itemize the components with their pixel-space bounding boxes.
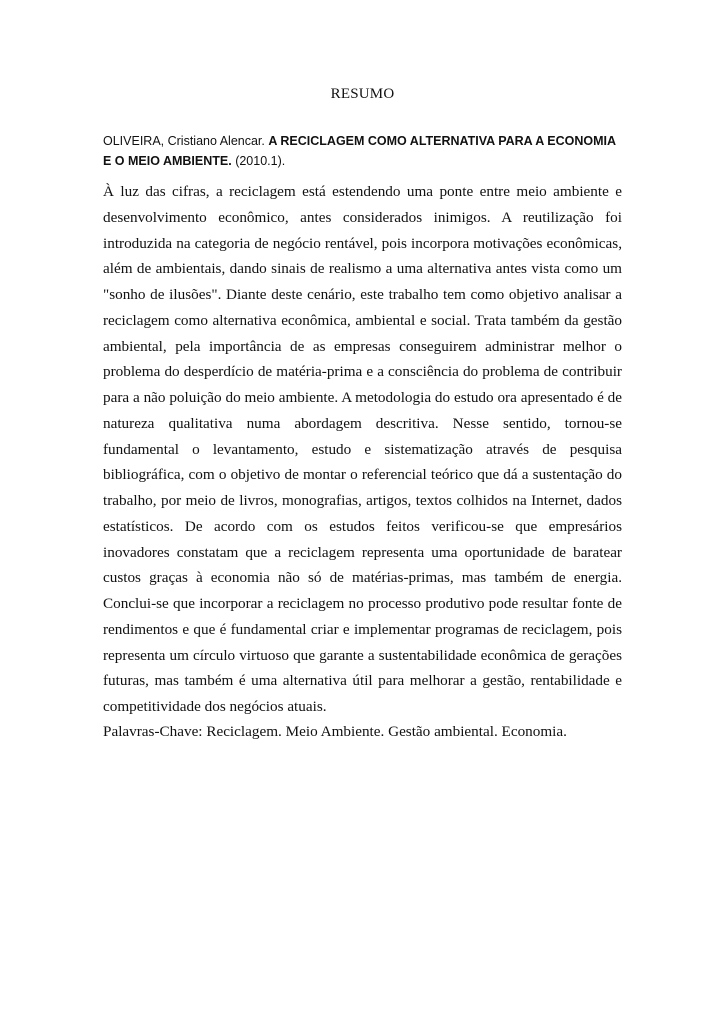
bibliographic-citation [103, 131, 623, 171]
abstract-body: À luz das cifras, a reciclagem está estendendo uma ponte entre meio ambiente e desenvolvimento econômico, antes considerados inimigos. A reutilização foi introduzida na categoria de negócio rentável, pois incorpora motivações econômicas, além de ambientais, dando sinais de realismo a uma alternativa antes vista como um "sonho de ilusões". Diante deste cenário, este trabalho tem como objetivo analisar a reciclagem como alternativa econômica, ambiental e social. Trata também da gestão ambiental, pela importância de as empresas conseguirem administrar melhor o problema do desperdício de matéria-prima e a consciência do problema de contribuir para a não poluição do meio ambiente. A metodologia do estudo ora apresentado é de natureza qualitativa numa abordagem descritiva. Nesse sentido, tornou-se fundamental o levantamento, estudo e sistematização através de pesquisa bibliográfica, com o objetivo de montar o referencial teórico que dá a sustentação do trabalho, por meio de livros, monografias, artigos, textos colhidos na Internet, dados estatísticos. De acordo com os estudos feitos verificou-se que empresários inovadores constatam que a reciclagem representa uma oportunidade de baratear custos graças à economia não só de matérias-primas, mas também de energia. Conclui-se que incorporar a reciclagem no processo produtivo pode resultar fonte de rendimentos e que é fundamental criar e implementar programas de reciclagem, pois representa um círculo virtuoso que garante a sustentabilidade econômica de gerações futuras, mas também é uma alternativa útil para melhorar a gestão, rentabilidade e competitividade dos negócios atuais. [103, 183, 622, 715]
citation-year: (2010.1). [231, 154, 286, 168]
citation-title: A RECICLAGEM COMO ALTERNATIVA PARA A ECONOMIA E O MEIO AMBIENTE. [103, 134, 616, 168]
abstract-heading: RESUMO [330, 86, 395, 102]
citation-author: OLIVEIRA, Cristiano Alencar. [103, 134, 269, 148]
keywords-line: Palavras-Chave: Reciclagem. Meio Ambiente. Gestão ambiental. Economia. [103, 723, 567, 740]
